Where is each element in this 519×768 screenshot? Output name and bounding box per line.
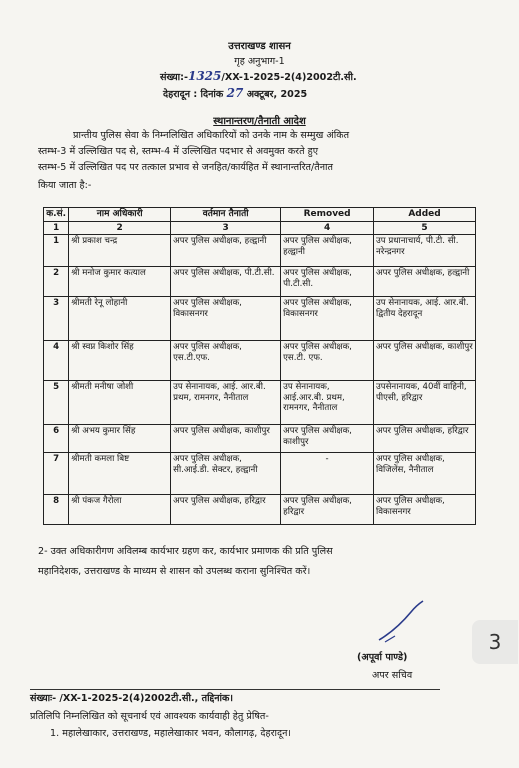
order-number-suffix: /XX-1-2025-2(4)2002टी.सी. [221,72,357,83]
table-row [44,425,476,453]
order-number-handwritten: 1325 [187,69,222,83]
table-row [44,267,476,297]
officer-name: श्री मनोज कुमार कत्याल [69,267,171,297]
officer-name: श्री पंकज गैरोला [69,495,171,525]
added-post: अपर पुलिस अधीक्षक, काशीपुर [374,341,476,381]
order-number-prefix: संख्या:- [160,72,188,83]
column-number: 1 [44,221,69,235]
table-row [44,235,476,267]
header-current-posting: वर्तमान तैनाती [171,208,281,222]
current-posting: अपर पुलिस अधीक्षक, काशीपुर [171,425,281,453]
order-paragraph-line: स्तम्भ-3 में उल्लिखित पद से, स्तम्भ-4 में उल्लिखित पदभार से अवमुक्त करते हुए [38,146,319,157]
table-column-number-row [44,221,476,235]
order-date [163,87,307,101]
removed-post: अपर पुलिस अधीक्षक, पी.टी.सी. [281,267,374,297]
current-posting: अपर पुलिस अधीक्षक, एस.टी.एफ. [171,341,281,381]
removed-post: अपर पुलिस अधीक्षक, काशीपुर [281,425,374,453]
column-number: 3 [171,221,281,235]
order-number [160,70,357,84]
added-post: अपर पुलिस अधीक्षक, विजिलेंस, नैनीताल [374,453,476,495]
row-serial: 1 [44,235,69,267]
officer-name: श्रीमती रेनू लोहानी [69,297,171,341]
table-row [44,297,476,341]
header-officer-name: नाम अधिकारी [69,208,171,222]
header-serial: क.सं. [44,208,69,222]
current-posting: अपर पुलिस अधीक्षक, विकासनगर [171,297,281,341]
row-serial: 8 [44,495,69,525]
signature-mark [375,598,435,648]
current-posting: अपर पुलिस अधीक्षक, पी.टी.सी. [171,267,281,297]
added-post: अपर पुलिस अधीक्षक, हरिद्वार [374,425,476,453]
row-serial: 7 [44,453,69,495]
column-number: 2 [69,221,171,235]
added-post: अपर पुलिस अधीक्षक, विकासनगर [374,495,476,525]
removed-post: अपर पुलिस अधीक्षक, विकासनगर [281,297,374,341]
copy-to-line: प्रतिलिपि निम्नलिखित को सूचनार्थ एवं आवश्यक कार्यवाही हेतु प्रेषित- [30,711,269,722]
instruction-line: महानिदेशक, उत्तराखण्ड के माध्यम से शासन को उपलब्ध कराना सुनिश्चित करें। [38,566,311,577]
table-row [44,495,476,525]
table-row [44,381,476,425]
order-date-prefix: देहरादून : दिनांक [163,89,224,100]
copy-recipient: 1. महालेखाकार, उत्तराखण्ड, महालेखाकार भवन, कौलागढ़, देहरादून। [50,728,292,739]
added-post: उपसेनानायक, 40वीं वाहिनी, पीएसी, हरिद्वार [374,381,476,425]
officer-name: श्री अभय कुमार सिंह [69,425,171,453]
row-serial: 2 [44,267,69,297]
row-serial: 5 [44,381,69,425]
divider [30,689,440,690]
row-serial: 4 [44,341,69,381]
endorsement-number: संख्याः- /XX-1-2025-2(4)2002टी.सी., तद्दिनांक। [30,693,234,704]
removed-post: अपर पुलिस अधीक्षक, हरिद्वार [281,495,374,525]
government-name: उत्तराखण्ड शासन [228,41,291,52]
order-title: स्थानान्तरण/तैनाती आदेश [213,116,306,127]
removed-post: अपर पुलिस अधीक्षक, एस.टी. एफ. [281,341,374,381]
table-header-row [44,208,476,222]
removed-post: - [281,453,374,495]
current-posting: अपर पुलिस अधीक्षक, हरिद्वार [171,495,281,525]
table-row [44,341,476,381]
officer-name: श्रीमती मनीषा जोशी [69,381,171,425]
order-date-suffix: अक्टूबर, 2025 [246,89,308,100]
transfer-table [43,207,476,525]
officer-name: श्रीमती कमला बिष्ट [69,453,171,495]
row-serial: 6 [44,425,69,453]
removed-post: अपर पुलिस अधीक्षक, हल्द्वानी [281,235,374,267]
page-number: 3 [472,620,518,664]
officer-name: श्री प्रकाश चन्द्र [69,235,171,267]
current-posting: अपर पुलिस अधीक्षक, हल्द्वानी [171,235,281,267]
row-serial: 3 [44,297,69,341]
order-date-handwritten: 27 [226,86,244,100]
order-paragraph-line: प्रान्तीय पुलिस सेवा के निम्नलिखित अधिकारियों को उनके नाम के सम्मुख अंकित [73,130,350,141]
signatory-name: (अपूर्वा पाण्डे) [357,652,408,663]
added-post: उप सेनानायक, आई. आर.बी. द्वितीय देहरादून [374,297,476,341]
header-added: Added [374,208,476,222]
order-paragraph-line: किया जाता है:- [38,180,92,191]
signatory-designation: अपर सचिव [372,670,413,681]
order-paragraph-line: स्तम्भ-5 में उल्लिखित पद पर तत्काल प्रभाव से जनहित/कार्यहित में स्थानान्तरित/तैनात [38,162,334,173]
table-row [44,453,476,495]
added-post: उप प्रधानाचार्य, पी.टी. सी. नरेन्द्रनगर [374,235,476,267]
current-posting: अपर पुलिस अधीक्षक, सी.आई.डी. सेक्टर, हल्द्वानी [171,453,281,495]
removed-post: उप सेनानायक, आई.आर.बी. प्रथम, रामनगर, नैनीताल [281,381,374,425]
added-post: अपर पुलिस अधीक्षक, हल्द्वानी [374,267,476,297]
column-number: 5 [374,221,476,235]
column-number: 4 [281,221,374,235]
header-removed: Removed [281,208,374,222]
current-posting: उप सेनानायक, आई. आर.बी. प्रथम, रामनगर, नैनीताल [171,381,281,425]
instruction-line: 2- उक्त अधिकारीगण अविलम्ब कार्यभार ग्रहण कर, कार्यभार प्रमाणक की प्रति पुलिस [38,546,333,557]
officer-name: श्री स्वप्न किशोर सिंह [69,341,171,381]
department-name: गृह अनुभाग-1 [234,56,285,67]
